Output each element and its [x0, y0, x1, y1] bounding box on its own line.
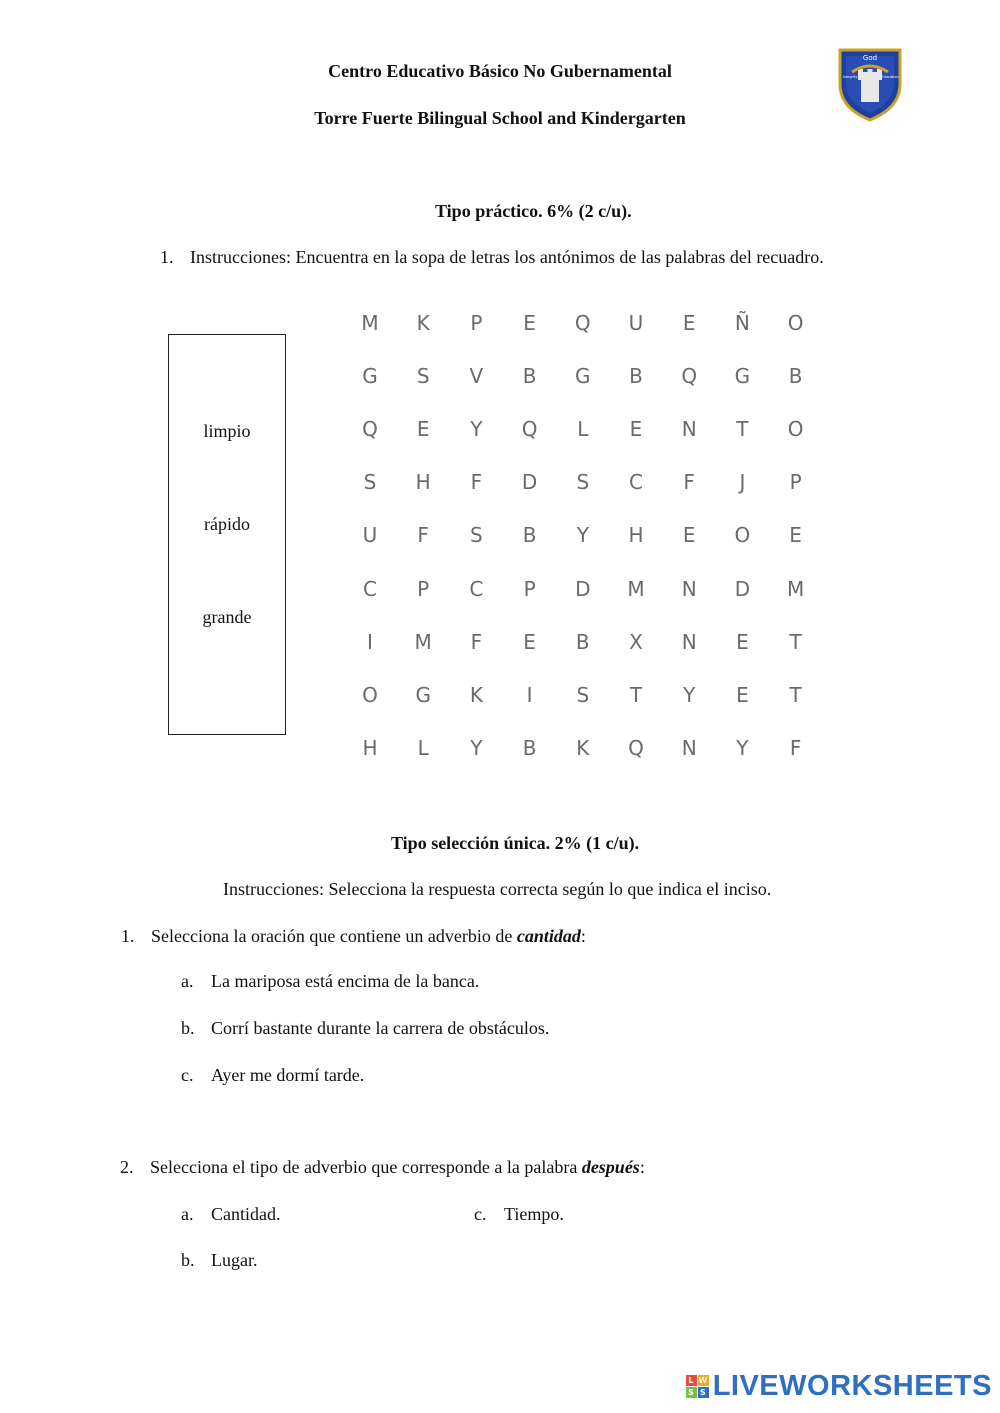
grid-letter[interactable]: E	[682, 523, 696, 548]
grid-letter[interactable]: D	[734, 576, 751, 601]
school-seal-logo	[830, 44, 910, 124]
word-list-box	[168, 334, 286, 735]
grid-letter[interactable]: O	[787, 417, 804, 442]
instruction-text: Instrucciones: Encuentra en la sopa de letras los antónimos de las palabras del recuadro.	[190, 247, 824, 267]
grid-letter[interactable]: C	[363, 576, 377, 601]
grid-letter[interactable]: N	[681, 629, 697, 654]
option-text: Cantidad.	[211, 1204, 281, 1224]
answer-option[interactable]	[181, 970, 479, 992]
question-1	[121, 925, 586, 947]
grid-letter[interactable]: F	[417, 523, 429, 548]
word-item: grande	[202, 607, 252, 627]
grid-letter[interactable]: E	[789, 523, 802, 548]
answer-option[interactable]	[181, 1203, 281, 1225]
grid-letter[interactable]: S	[416, 364, 430, 389]
grid-letter[interactable]: M	[786, 576, 805, 601]
grid-letter[interactable]: P	[470, 311, 483, 335]
grid-letter[interactable]: M	[627, 576, 645, 601]
grid-letter[interactable]: T	[789, 682, 802, 707]
grid-letter[interactable]: G	[415, 682, 431, 707]
question-punctuation: :	[580, 926, 586, 946]
grid-letter[interactable]: T	[629, 682, 643, 707]
option-letter: c.	[181, 1065, 194, 1085]
grid-letter[interactable]: D	[575, 576, 591, 601]
grid-letter[interactable]: U	[628, 311, 644, 335]
grid-letter[interactable]: F	[470, 470, 483, 495]
grid-letter[interactable]: H	[415, 470, 431, 495]
grid-letter[interactable]: Q	[628, 735, 644, 760]
grid-letter[interactable]: E	[523, 311, 536, 335]
grid-letter[interactable]: Y	[683, 682, 696, 707]
grid-letter[interactable]: N	[681, 735, 697, 760]
brand-text: LIVEWORKSHEETS	[712, 1370, 992, 1402]
grid-letter[interactable]: L	[417, 735, 429, 760]
grid-letter[interactable]: J	[739, 470, 746, 495]
grid-letter[interactable]: B	[522, 523, 537, 548]
question-emphasis: cantidad	[516, 926, 581, 946]
grid-letter[interactable]: E	[523, 629, 536, 654]
question-emphasis: después	[581, 1157, 640, 1177]
school-name-heading: Torre Fuerte Bilingual School and Kindergarten	[314, 108, 686, 128]
grid-letter[interactable]: G	[575, 364, 591, 389]
question-punctuation: :	[639, 1157, 645, 1177]
question-number: 2.	[120, 1157, 134, 1177]
section-selection-instruction: Instrucciones: Selecciona la respuesta correcta según lo que indica el inciso.	[223, 879, 772, 899]
grid-letter[interactable]: Y	[576, 523, 589, 548]
seal-right-text: Education	[881, 75, 899, 79]
word-item: limpio	[203, 421, 251, 441]
grid-letter[interactable]: H	[628, 523, 644, 548]
grid-letter[interactable]: L	[577, 417, 589, 442]
grid-letter[interactable]: D	[521, 470, 538, 495]
grid-letter[interactable]: O	[734, 523, 751, 548]
grid-letter[interactable]: H	[362, 735, 378, 760]
grid-letter[interactable]: E	[736, 682, 749, 707]
option-letter: b.	[181, 1018, 195, 1038]
grid-letter[interactable]: S	[470, 523, 483, 548]
section-selection-title: Tipo selección única. 2% (1 c/u).	[391, 833, 640, 853]
grid-letter[interactable]: Ñ	[734, 311, 750, 335]
grid-letter[interactable]: K	[416, 311, 430, 335]
grid-letter[interactable]: F	[789, 735, 802, 760]
grid-letter[interactable]: I	[367, 629, 373, 654]
grid-letter[interactable]: C	[469, 576, 484, 601]
grid-letter[interactable]: C	[629, 470, 643, 495]
grid-letter[interactable]: I	[526, 682, 533, 707]
answer-option[interactable]	[181, 1064, 364, 1086]
grid-letter[interactable]: V	[469, 364, 484, 389]
question-number: 1.	[121, 926, 135, 946]
answer-option[interactable]	[474, 1203, 564, 1225]
grid-letter[interactable]: Q	[362, 417, 378, 442]
item-number: 1.	[160, 247, 174, 267]
grid-letter[interactable]: M	[361, 311, 379, 335]
grid-letter[interactable]: S	[363, 470, 377, 495]
option-text: Lugar.	[211, 1250, 258, 1270]
liveworksheets-logo[interactable]	[686, 1370, 992, 1403]
grid-letter[interactable]: M	[414, 629, 432, 654]
option-text: Corrí bastante durante la carrera de obstáculos.	[211, 1018, 550, 1038]
question-text: Selecciona el tipo de adverbio que corresponde a la palabra	[150, 1157, 582, 1177]
grid-letter[interactable]: Y	[470, 735, 483, 760]
option-text: Tiempo.	[504, 1204, 564, 1224]
option-letter: a.	[181, 1204, 194, 1224]
answer-option[interactable]	[181, 1017, 549, 1039]
grid-letter[interactable]: N	[681, 417, 697, 442]
grid-letter[interactable]: B	[522, 364, 537, 389]
section-practice-title: Tipo práctico. 6% (2 c/u).	[435, 201, 632, 221]
grid-letter[interactable]: B	[629, 364, 643, 389]
grid-letter[interactable]: O	[362, 682, 378, 707]
grid-letter[interactable]: T	[736, 417, 749, 442]
grid-letter[interactable]: K	[576, 735, 590, 760]
option-letter: b.	[181, 1250, 195, 1270]
grid-letter[interactable]: P	[789, 470, 802, 495]
word-item: rápido	[204, 514, 250, 534]
grid-letter[interactable]: F	[470, 629, 483, 654]
grid-letter[interactable]: P	[417, 576, 430, 601]
seal-top-text: God	[862, 54, 878, 62]
grid-letter[interactable]: B	[575, 629, 590, 654]
grid-letter[interactable]: B	[522, 735, 537, 760]
grid-letter[interactable]: K	[469, 682, 483, 707]
grid-letter[interactable]: O	[787, 311, 804, 335]
seal-left-text: Integrity	[842, 75, 858, 79]
grid-letter[interactable]: S	[576, 682, 590, 707]
grid-letter[interactable]: Y	[736, 735, 749, 760]
grid-letter[interactable]: B	[788, 364, 803, 389]
option-text: La mariposa está encima de la banca.	[211, 971, 480, 991]
grid-letter[interactable]: Q	[574, 311, 591, 335]
grid-letter[interactable]: E	[416, 417, 430, 442]
question-text: Selecciona la oración que contiene un adverbio de	[151, 926, 517, 946]
grid-letter[interactable]: E	[629, 417, 643, 442]
answer-option[interactable]	[181, 1249, 258, 1271]
section-practice-instruction	[160, 246, 824, 268]
grid-letter[interactable]: G	[362, 364, 378, 389]
grid-letter[interactable]: P	[523, 576, 536, 601]
grid-letter[interactable]: F	[683, 470, 695, 495]
option-letter: a.	[181, 971, 194, 991]
grid-letter[interactable]: S	[576, 470, 590, 495]
grid-letter[interactable]: Y	[470, 417, 483, 442]
grid-letter[interactable]: Q	[521, 417, 538, 442]
grid-letter[interactable]: E	[736, 629, 749, 654]
grid-letter[interactable]: N	[681, 576, 697, 601]
question-2	[120, 1156, 645, 1178]
option-letter: c.	[474, 1204, 487, 1224]
grid-letter[interactable]: T	[789, 629, 802, 654]
grid-letter[interactable]: E	[682, 311, 696, 335]
option-text: Ayer me dormí tarde.	[211, 1065, 365, 1085]
grid-letter[interactable]: Q	[681, 364, 698, 389]
grid-letter[interactable]: G	[734, 364, 751, 389]
grid-letter[interactable]: U	[362, 523, 378, 548]
school-type-heading: Centro Educativo Básico No Gubernamental	[328, 61, 672, 81]
grid-letter[interactable]: X	[629, 629, 643, 654]
liveworksheets-mark-icon: L W S S	[686, 1375, 709, 1398]
